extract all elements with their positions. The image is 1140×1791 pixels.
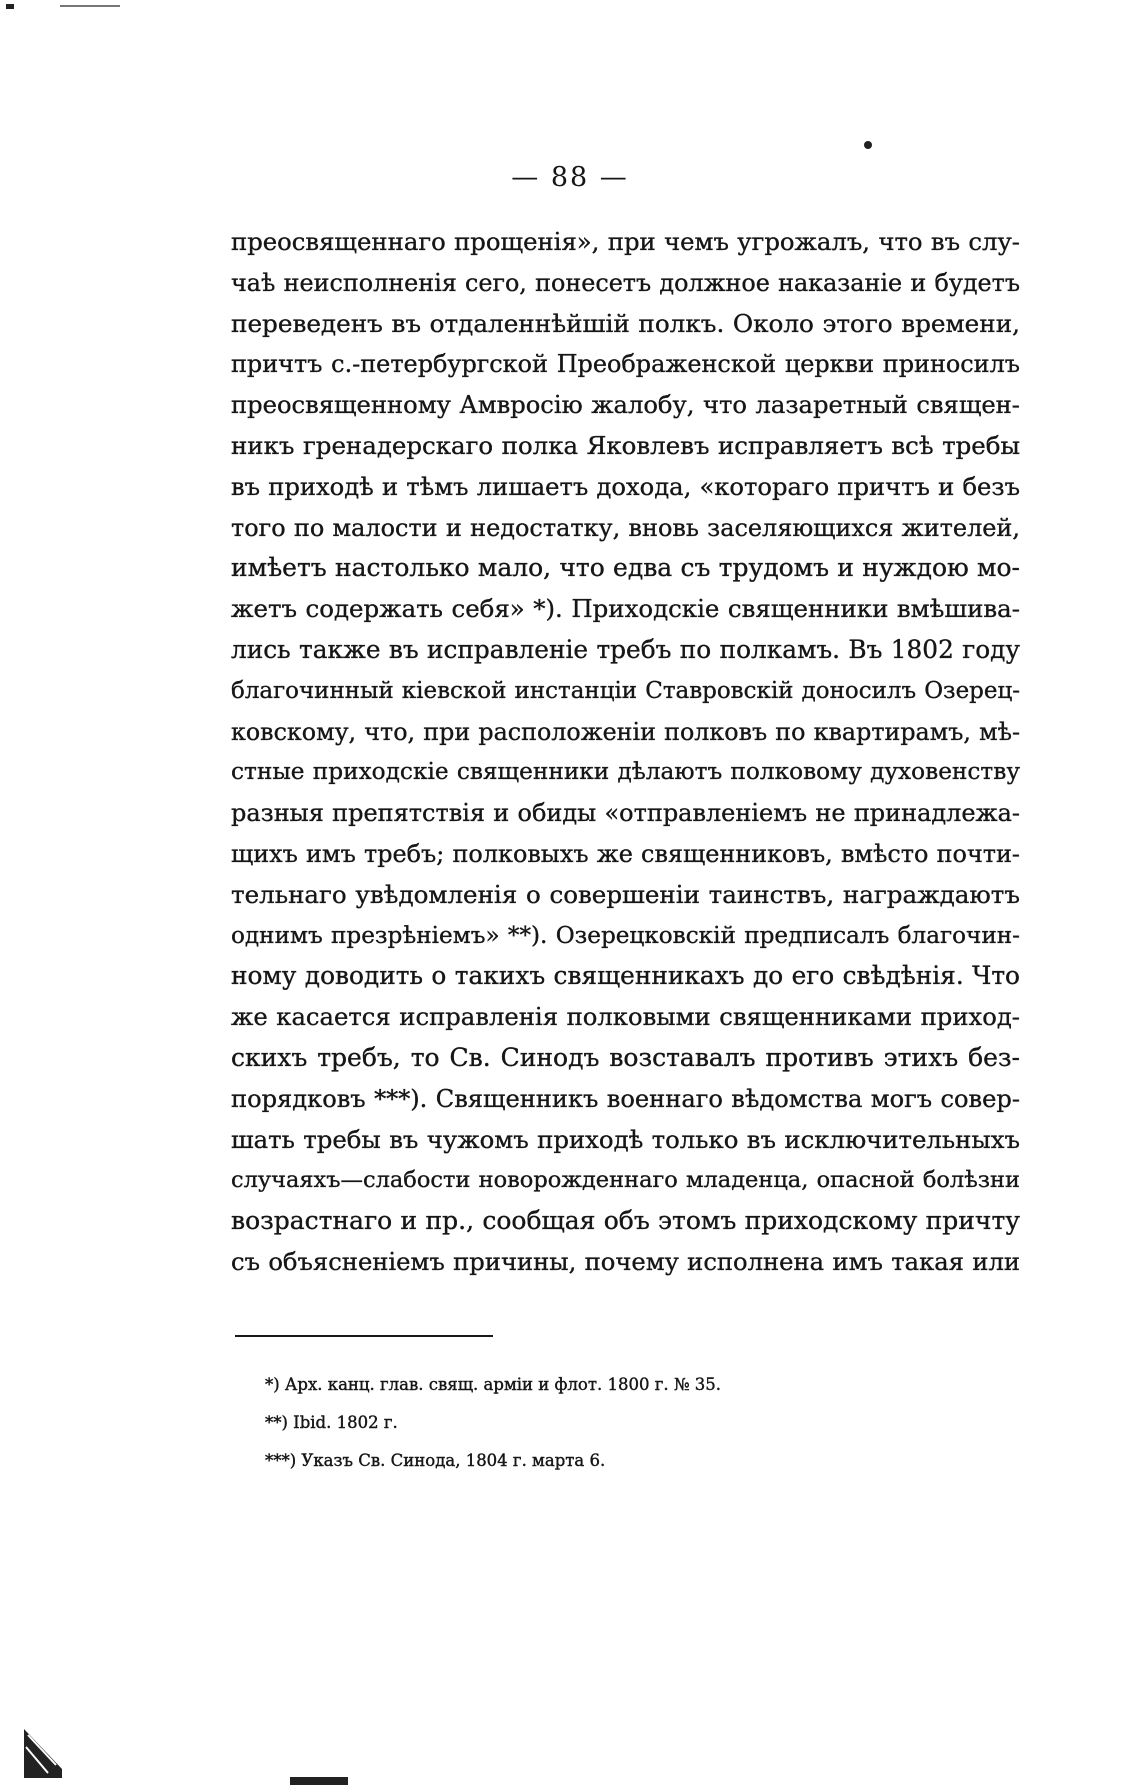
text-line: ному доводить о такихъ священникахъ до его свѣдѣнія. Что: [231, 961, 1020, 991]
scan-artifact-dot: [864, 141, 872, 149]
text-line: стные приходскіе священники дѣлаютъ полковому духовенству: [231, 758, 1020, 786]
text-line: жетъ содержать себя» *). Приходскіе священники вмѣшива-: [231, 594, 1020, 624]
text-line: скихъ требъ, то Св. Синодъ возставалъ противъ этихъ без-: [231, 1042, 1020, 1072]
text-line: случаяхъ—слабости новорожденнаго младенца, опасной болѣзни: [231, 1167, 1020, 1194]
text-line: однимъ презрѣніемъ» **). Озерецковскій предписалъ благочин-: [231, 922, 1020, 949]
footnote: *) Арх. канц. глав. свящ. арміи и флот. 1800 г. № 35.: [265, 1375, 721, 1394]
scan-artifact-bottom-bar: [290, 1777, 348, 1785]
text-line: чаѣ неисполненія сего, понесетъ должное наказаніе и будетъ: [231, 268, 1020, 297]
page-number: — 88 —: [511, 162, 629, 193]
footnotes: [265, 1366, 965, 1480]
text-line: никъ гренадерскаго полка Яковлевъ исправляетъ всѣ требы: [231, 430, 1020, 460]
text-line: того по малости и недостатку, вновь заселяющихся жителей,: [231, 513, 1020, 542]
footnote-divider: [235, 1335, 493, 1337]
text-line: преосвященному Амвросію жалобу, что лазаретный священ-: [231, 391, 1020, 420]
text-line: благочинный кіевской инстанціи Ставровскій доносилъ Озерец-: [231, 677, 1020, 704]
text-line: въ приходѣ и тѣмъ лишаетъ дохода, «котораго причтъ и безъ: [231, 472, 1020, 501]
text-line: же касается исправленія полковыми священниками приход-: [231, 1002, 1020, 1032]
text-line: причтъ с.-петербургской Преображенской церкви приносилъ: [231, 350, 1020, 379]
text-line: разныя препятствія и обиды «отправленіемъ не принадлежа-: [231, 799, 1020, 828]
text-line: лись также въ исправленіе требъ по полкамъ. Въ 1802 году: [231, 634, 1020, 664]
text-line: имѣетъ настолько мало, что едва съ трудомъ и нуждою мо-: [231, 553, 1020, 583]
body-text: [231, 222, 1020, 1283]
text-line: тельнаго увѣдомленія о совершеніи таинствъ, награждаютъ: [231, 879, 1020, 909]
text-line: порядковъ ***). Священникъ военнаго вѣдомства могъ совер-: [231, 1084, 1020, 1113]
text-line: переведенъ въ отдаленнѣйшій полкъ. Около этого времени,: [231, 308, 1020, 338]
text-line: возрастнаго и пр., сообщая объ этомъ приходскому причту: [231, 1206, 1020, 1236]
scan-artifact-corner: [22, 1725, 64, 1780]
scan-artifact-top-line: [60, 5, 120, 7]
text-line: съ объясненіемъ причины, почему исполнена имъ такая или: [231, 1246, 1020, 1276]
text-line: шать требы въ чужомъ приходѣ только въ исключительныхъ: [231, 1124, 1020, 1154]
text-line: щихъ имъ требъ; полковыхъ же священниковъ, вмѣсто почти-: [231, 839, 1020, 868]
footnote: **) Ibid. 1802 г.: [265, 1413, 398, 1432]
footnote: ***) Указъ Св. Синода, 1804 г. марта 6.: [265, 1451, 606, 1470]
text-line: преосвященнаго прощенія», при чемъ угрожалъ, что въ слу-: [231, 227, 1020, 256]
scan-artifact-top-left: [6, 4, 14, 9]
text-line: ковскому, что, при расположеніи полковъ по квартирамъ, мѣ-: [231, 717, 1020, 746]
